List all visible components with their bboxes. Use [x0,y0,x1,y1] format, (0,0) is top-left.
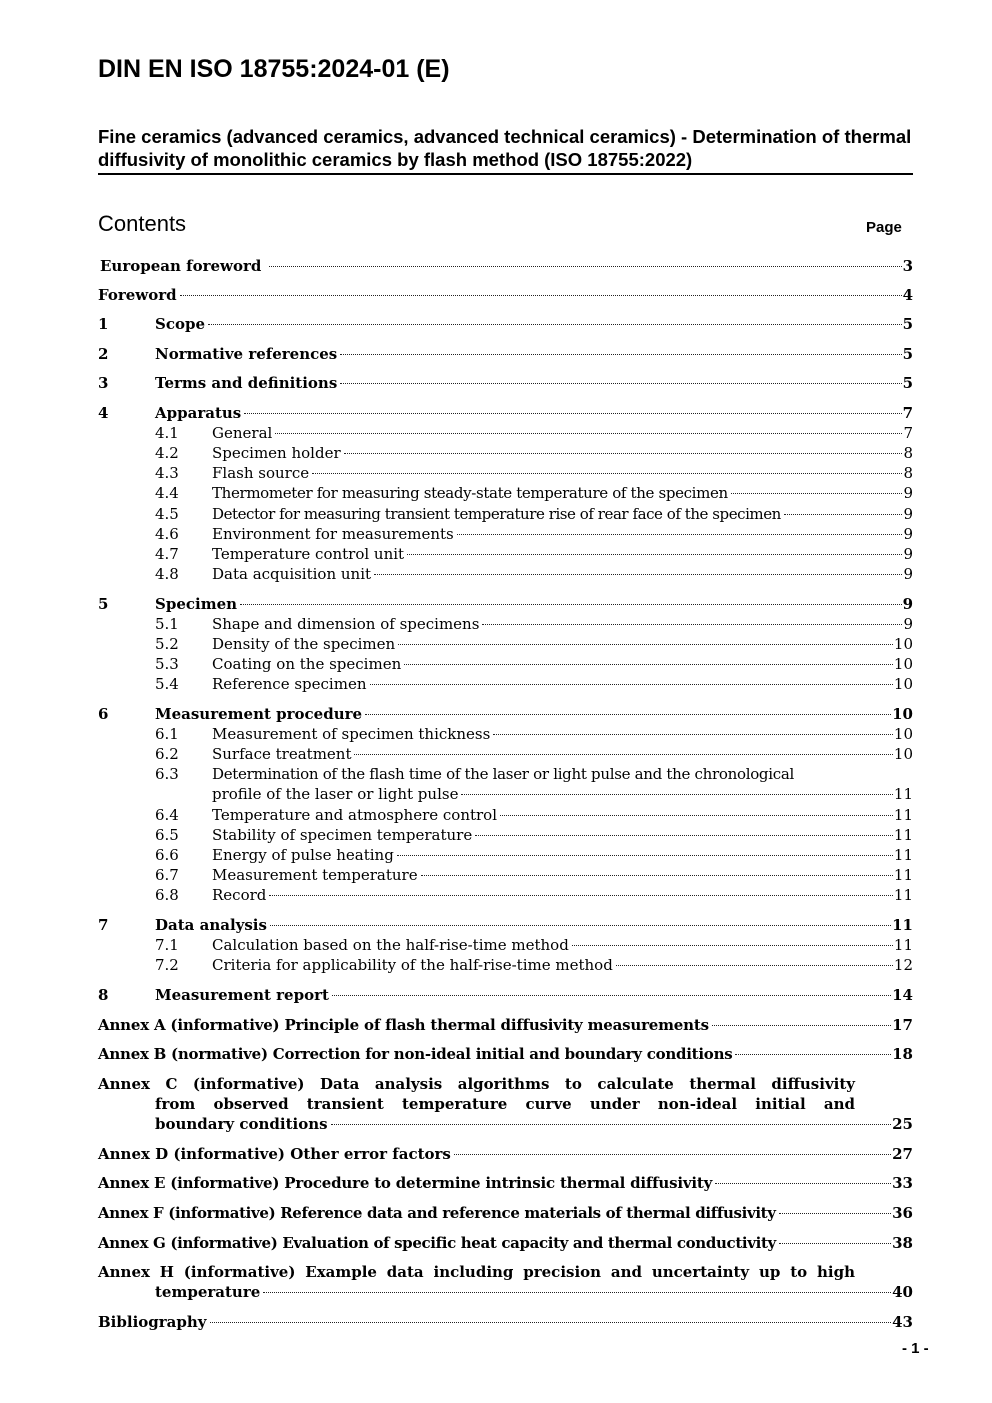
toc-entry-clause-4-5[interactable] [155,504,913,524]
toc-leader [407,554,902,555]
toc-leader [208,324,902,325]
toc-entry-title: Apparatus [155,404,242,422]
toc-entry-title: Temperature control unit [212,545,405,563]
toc-entry-title: Energy of pulse heating [212,846,394,864]
toc-entry-clause-5-1[interactable] [155,614,913,634]
toc-leader [397,855,893,856]
toc-entry-title: Data analysis [155,916,267,934]
toc-entry-page: 10 [893,725,913,743]
toc-entry-number: 5.2 [155,635,179,653]
toc-entry-page: 5 [902,345,913,363]
toc-entry-title-line2: temperature [155,1283,261,1301]
toc-leader [421,875,893,876]
page-column-label: Page [866,219,902,236]
document-title: DIN EN ISO 18755:2024-01 (E) [98,55,450,83]
toc-entry-title: Shape and dimension of specimens [212,615,480,633]
toc-entry-page: 27 [892,1145,913,1163]
toc-entry-page: 10 [893,675,913,693]
toc-entry-page: 11 [892,916,913,934]
toc-entry-clause-2[interactable] [98,344,913,364]
toc-entry-number: 4 [98,404,109,422]
toc-entry-clause-5-3[interactable] [155,654,913,674]
toc-entry-title: Measurement procedure [155,705,363,723]
toc-leader [275,433,902,434]
toc-leader [779,1213,892,1214]
toc-leader [572,945,893,946]
toc-entry-bibliography[interactable] [98,1312,913,1332]
toc-entry-clause-6-4[interactable] [155,805,913,825]
toc-entry-page: 11 [893,785,913,803]
toc-entry-clause-8[interactable] [98,985,913,1005]
toc-leader [312,473,902,474]
toc-leader [404,664,893,665]
toc-leader [461,794,892,795]
toc-entry-number: 4.5 [155,505,179,523]
toc-entry-annex-g[interactable] [98,1233,913,1253]
toc-leader [354,754,892,755]
toc-entry-page: 36 [892,1204,913,1222]
toc-entry-title: Specimen holder [212,444,341,462]
toc-entry-clause-6-2[interactable] [155,744,913,764]
toc-entry-page: 11 [893,886,913,904]
toc-entry-page: 9 [903,505,913,523]
toc-entry-number: 6.3 [155,765,179,783]
toc-entry-number: 4.3 [155,464,179,482]
toc-entry-number: 6.7 [155,866,179,884]
toc-entry-title: Normative references [155,345,338,363]
toc-entry-page: 10 [893,655,913,673]
toc-entry-title: Measurement of specimen thickness [212,725,491,743]
toc-entry-number: 7.1 [155,936,179,954]
toc-entry-clause-5[interactable] [98,594,913,614]
toc-entry-title: Data acquisition unit [212,565,372,583]
toc-leader [731,493,902,494]
toc-entry-page: 18 [892,1045,913,1063]
toc-entry-page: 8 [903,444,913,462]
toc-leader [263,1292,891,1293]
toc-entry-number: 4.2 [155,444,179,462]
toc-entry-page: 7 [902,404,913,422]
toc-leader [365,714,891,715]
toc-entry-page: 5 [902,315,913,333]
toc-entry-page: 8 [903,464,913,482]
toc-leader [269,266,901,267]
toc-leader [210,1322,892,1323]
toc-entry-page: 11 [893,826,913,844]
toc-entry-title-line2: from observed transient temperature curve under non-ideal initial and [155,1095,855,1113]
toc-entry-page: 9 [903,545,913,563]
toc-entry-number: 6.2 [155,745,179,763]
toc-leader [332,995,891,996]
toc-entry-clause-5-2[interactable] [155,634,913,654]
toc-entry-page: 40 [892,1283,913,1301]
toc-entry-clause-6[interactable] [98,704,913,724]
toc-entry-clause-4-3[interactable] [155,463,913,483]
toc-entry-page: 17 [892,1016,913,1034]
toc-entry-number: 6.8 [155,886,179,904]
toc-entry-title: Surface treatment [212,745,352,763]
toc-entry-page: 38 [892,1234,913,1252]
toc-entry-title: Terms and definitions [155,374,338,392]
toc-entry-annex-a[interactable] [98,1015,913,1035]
toc-entry-page: 9 [902,595,913,613]
toc-leader [500,815,893,816]
toc-entry-number: 4.6 [155,525,179,543]
toc-entry-annex-b[interactable] [98,1044,913,1064]
toc-leader [370,684,893,685]
toc-leader [270,925,891,926]
toc-entry-title: Detector for measuring transient temperature rise of rear face of the specimen [212,505,781,523]
toc-entry-title: Measurement temperature [212,866,418,884]
toc-entry-clause-1[interactable] [98,314,913,334]
toc-entry-clause-6-8[interactable] [155,885,913,905]
toc-entry-number: 6.5 [155,826,179,844]
toc-leader [344,453,902,454]
toc-entry-foreword[interactable] [98,285,913,305]
toc-entry-number: 4.8 [155,565,179,583]
toc-entry-number: 5.3 [155,655,179,673]
toc-entry-page: 33 [892,1174,913,1192]
document-subtitle: Fine ceramics (advanced ceramics, advanced technical ceramics) - Determination of thermal diffusivity of monolithic ceramics by flash method (ISO 18755:2022) [98,125,913,175]
toc-entry-title-line2: profile of the laser or light pulse [212,785,459,803]
toc-entry-page: 5 [902,374,913,392]
toc-leader [482,624,902,625]
toc-entry-clause-7-1[interactable] [155,935,913,955]
toc-entry-number: 5.1 [155,615,179,633]
toc-entry-clause-6-7[interactable] [155,865,913,885]
toc-entry-page: 9 [903,565,913,583]
toc-entry-page: 25 [892,1115,913,1133]
toc-entry-title: Record [212,886,267,904]
toc-leader [475,835,893,836]
toc-entry-number: 7 [98,916,109,934]
toc-entry-page: 43 [892,1313,913,1331]
toc-entry-clause-4-6[interactable] [155,524,913,544]
toc-entry-title: Annex F (informative) Reference data and reference materials of thermal diffusivity [98,1204,776,1222]
toc-leader [454,1154,891,1155]
toc-entry-title: Foreword [98,286,177,304]
toc-leader [784,514,902,515]
toc-entry-number: 6 [98,705,109,723]
toc-entry-clause-6-1[interactable] [155,724,913,744]
toc-entry-clause-4-1[interactable] [155,423,913,443]
toc-entry-title: Annex A (informative) Principle of flash thermal diffusivity measurements [98,1016,709,1034]
toc-leader [715,1183,891,1184]
toc-leader [340,354,901,355]
toc-entry-clause-6-5[interactable] [155,825,913,845]
toc-entry-title: Stability of specimen temperature [212,826,473,844]
toc-entry-title: Reference specimen [212,675,367,693]
toc-entry-title-line1: Annex H (informative) Example data including precision and uncertainty up to high [98,1263,855,1281]
toc-entry-european-foreword[interactable] [100,256,913,276]
toc-leader [457,534,902,535]
toc-entry-title-line1: Determination of the flash time of the laser or light pulse and the chronological [212,765,794,783]
toc-entry-number: 5.4 [155,675,179,693]
toc-leader [779,1243,891,1244]
toc-entry-title: Environment for measurements [212,525,454,543]
toc-entry-title: European foreword [100,257,262,275]
toc-entry-title-line3: boundary conditions [155,1115,328,1133]
toc-entry-annex-d[interactable] [98,1144,913,1164]
toc-leader [616,965,893,966]
toc-entry-title: Density of the specimen [212,635,396,653]
toc-entry-page: 11 [893,846,913,864]
toc-entry-number: 6.4 [155,806,179,824]
toc-entry-page: 12 [893,956,913,974]
toc-entry-page: 9 [903,525,913,543]
toc-entry-number: 2 [98,345,109,363]
toc-leader [240,604,902,605]
toc-entry-number: 6.6 [155,846,179,864]
toc-entry-title: Calculation based on the half-rise-time method [212,936,569,954]
toc-entry-page: 10 [893,635,913,653]
toc-leader [374,574,902,575]
toc-entry-clause-5-4[interactable] [155,674,913,694]
toc-entry-title: Criteria for applicability of the half-rise-time method [212,956,613,974]
toc-entry-annex-e[interactable] [98,1173,913,1193]
toc-leader [398,644,893,645]
toc-entry-number: 4.7 [155,545,179,563]
toc-entry-page: 4 [902,286,913,304]
toc-entry-title: Annex E (informative) Procedure to determine intrinsic thermal diffusivity [98,1174,713,1192]
toc-entry-number: 6.1 [155,725,179,743]
toc-leader [180,295,902,296]
toc-entry-title: Temperature and atmosphere control [212,806,498,824]
toc-entry-title: Annex B (normative) Correction for non-ideal initial and boundary conditions [98,1045,733,1063]
toc-entry-clause-3[interactable] [98,373,913,393]
toc-entry-page: 14 [892,986,913,1004]
toc-leader [712,1025,891,1026]
toc-entry-clause-4-7[interactable] [155,544,913,564]
toc-entry-page: 11 [893,806,913,824]
toc-entry-title: Flash source [212,464,310,482]
toc-leader [735,1054,891,1055]
toc-entry-number: 8 [98,986,109,1004]
toc-entry-number: 5 [98,595,109,613]
toc-entry-clause-4[interactable] [98,403,913,423]
toc-entry-clause-4-2[interactable] [155,443,913,463]
toc-entry-title: Specimen [155,595,238,613]
toc-leader [244,413,901,414]
contents-heading: Contents [98,211,187,236]
toc-entry-title: Annex G (informative) Evaluation of specific heat capacity and thermal conductivity [98,1234,776,1252]
toc-entry-page: 3 [902,257,913,275]
toc-entry-page: 10 [892,705,913,723]
toc-leader [269,895,893,896]
toc-entry-title: Coating on the specimen [212,655,402,673]
toc-entry-page: 11 [893,866,913,884]
toc-entry-clause-6-3[interactable] [155,764,913,804]
toc-entry-number: 1 [98,315,109,333]
toc-entry-annex-c[interactable] [98,1074,913,1134]
toc-entry-annex-f[interactable] [98,1203,913,1223]
toc-entry-clause-7[interactable] [98,915,913,935]
toc-entry-number: 4.4 [155,484,179,502]
toc-entry-page: 10 [893,745,913,763]
toc-entry-title: General [212,424,273,442]
toc-entry-title: Bibliography [98,1313,207,1331]
toc-entry-page: 11 [893,936,913,954]
toc-leader [493,734,893,735]
toc-entry-title-line1: Annex C (informative) Data analysis algorithms to calculate thermal diffusivity [98,1075,855,1093]
page-number: - 1 - [902,1340,929,1357]
toc-leader [340,383,901,384]
toc-entry-page: 9 [903,484,913,502]
toc-entry-title: Scope [155,315,206,333]
toc-entry-number: 3 [98,374,109,392]
toc-entry-number: 4.1 [155,424,179,442]
toc-leader [331,1124,892,1125]
toc-entry-page: 9 [903,615,913,633]
toc-entry-title: Measurement report [155,986,329,1004]
toc-entry-title: Annex D (informative) Other error factors [98,1145,451,1163]
toc-entry-annex-h[interactable] [98,1262,913,1302]
toc-entry-clause-4-8[interactable] [155,564,913,584]
toc-entry-page: 7 [903,424,913,442]
toc-entry-clause-7-2[interactable] [155,955,913,975]
toc-entry-title: Thermometer for measuring steady-state temperature of the specimen [212,484,728,502]
toc-entry-clause-6-6[interactable] [155,845,913,865]
toc-entry-clause-4-4[interactable] [155,483,913,503]
toc-entry-number: 7.2 [155,956,179,974]
